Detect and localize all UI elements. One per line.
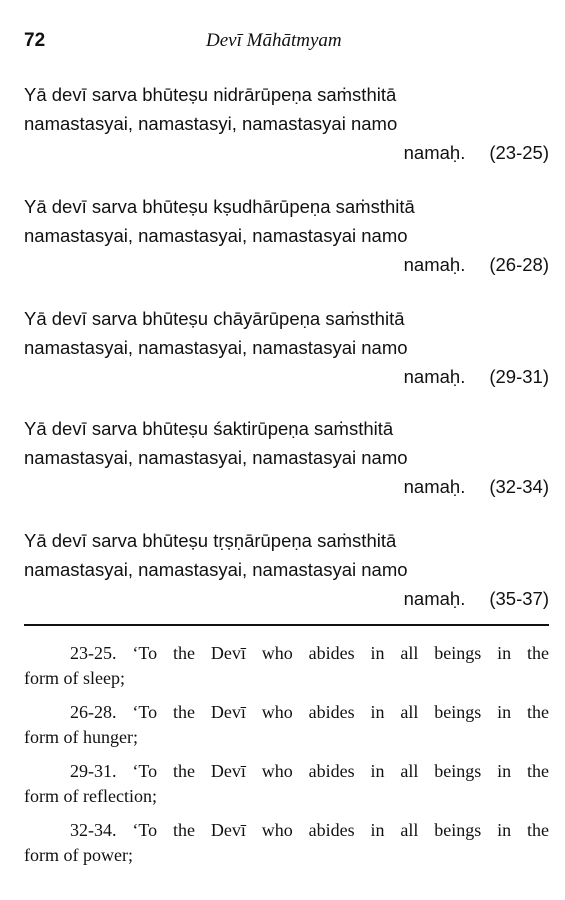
verse-ending [24, 250, 549, 279]
running-title: Devī Māhātmyam [206, 30, 342, 51]
translation-note [24, 759, 549, 809]
verse-line: namastasyai, namastasyai, namastasyai namo [24, 337, 408, 358]
note-first-line: 26-28. ‘To the Devī who abides in all beings in the [70, 702, 549, 722]
verse-ending [24, 472, 549, 501]
verse-end-word: namaḥ. [403, 366, 466, 387]
verse-29-31 [24, 304, 549, 391]
note-continuation: form of power; [24, 845, 133, 865]
verse-end-word: namaḥ. [403, 476, 466, 497]
verse-35-37 [24, 526, 549, 613]
verse-reference: (23-25) [489, 142, 549, 163]
translation-note [24, 641, 549, 691]
note-first-line: 32-34. ‘To the Devī who abides in all beings in the [70, 820, 549, 840]
verse-line: namastasyai, namastasyai, namastasyai namo [24, 225, 408, 246]
verse-line: Yā devī sarva bhūteṣu tṛṣṇārūpeṇa saṁsthitā [24, 530, 397, 551]
verse-reference: (35-37) [489, 588, 549, 609]
page-header [24, 30, 549, 56]
verse-ending [24, 138, 549, 167]
verse-end-word: namaḥ. [403, 588, 466, 609]
translation-note [24, 700, 549, 750]
footnote-divider [24, 624, 549, 626]
verse-23-25 [24, 80, 549, 167]
verse-line: Yā devī sarva bhūteṣu śaktirūpeṇa saṁsthitā [24, 418, 394, 439]
verse-ending [24, 362, 549, 391]
verse-line: Yā devī sarva bhūteṣu chāyārūpeṇa saṁsthitā [24, 308, 405, 329]
verse-26-28 [24, 192, 549, 279]
verse-reference: (32-34) [489, 476, 549, 497]
verse-line: namastasyai, namastasyai, namastasyai namo [24, 559, 408, 580]
page-number: 72 [24, 30, 46, 51]
verse-line: Yā devī sarva bhūteṣu kṣudhārūpeṇa saṁsthitā [24, 196, 415, 217]
verse-ending [24, 584, 549, 613]
verse-reference: (29-31) [489, 366, 549, 387]
verse-32-34 [24, 414, 549, 501]
verse-end-word: namaḥ. [403, 142, 466, 163]
verse-line: Yā devī sarva bhūteṣu nidrārūpeṇa saṁsthitā [24, 84, 397, 105]
note-continuation: form of hunger; [24, 727, 138, 747]
verse-line: namastasyai, namastasyai, namastasyai namo [24, 447, 408, 468]
note-first-line: 29-31. ‘To the Devī who abides in all beings in the [70, 761, 549, 781]
verse-end-word: namaḥ. [403, 254, 466, 275]
note-continuation: form of sleep; [24, 668, 125, 688]
translation-note [24, 818, 549, 868]
verse-reference: (26-28) [489, 254, 549, 275]
note-first-line: 23-25. ‘To the Devī who abides in all beings in the [70, 643, 549, 663]
verse-line: namastasyai, namastasyi, namastasyai namo [24, 113, 398, 134]
note-continuation: form of reflection; [24, 786, 157, 806]
